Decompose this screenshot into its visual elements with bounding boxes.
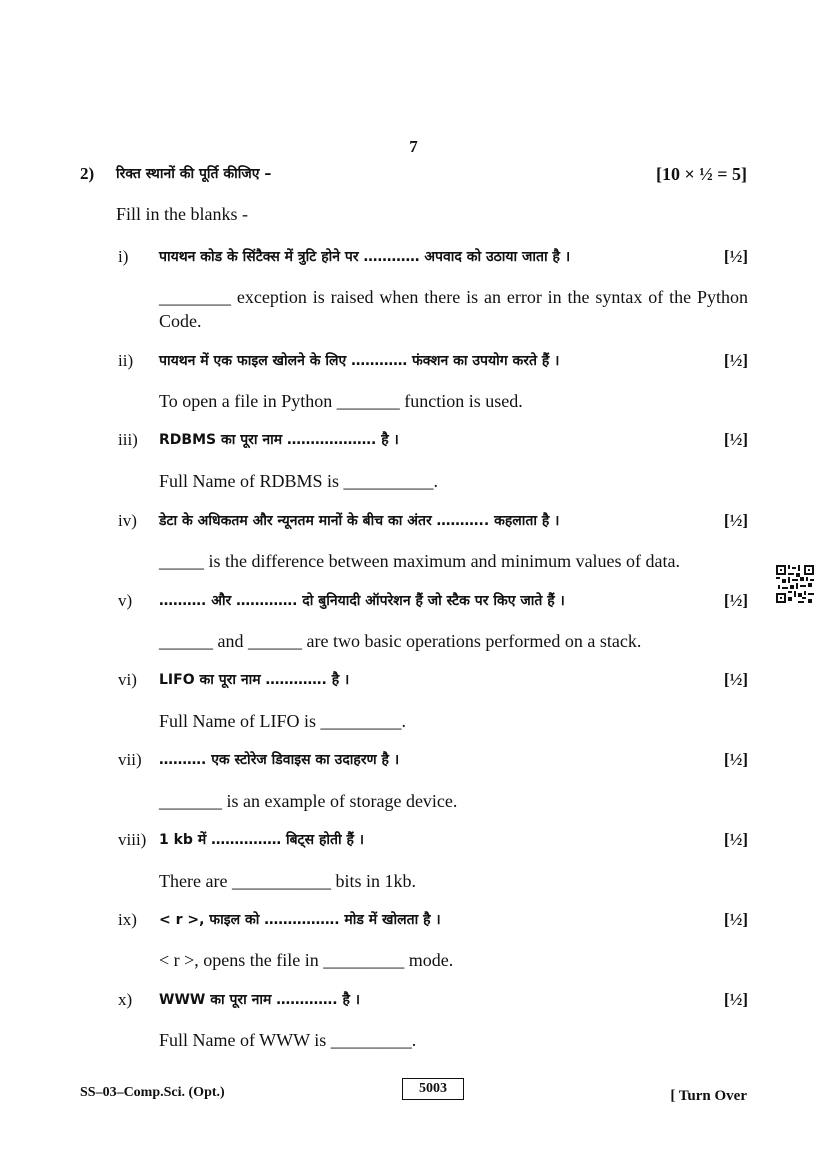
item-english-text: ______ and ______ are two basic operations performed on a stack. xyxy=(159,631,642,651)
item-english-text: There are ___________ bits in 1kb. xyxy=(159,871,416,891)
item-english-text: Full Name of WWW is _________. xyxy=(159,1030,417,1050)
item-number: vi) xyxy=(118,670,137,689)
item-marks: [½] xyxy=(723,990,748,1009)
item-marks: [½] xyxy=(723,910,748,929)
item-hindi-text: पायथन में एक फाइल खोलने के लिए ………… फंक्शन का उपयोग करते हैं । xyxy=(159,353,560,369)
item-hindi-text: WWW का पूरा नाम …………. है । xyxy=(159,992,361,1008)
item-number: v) xyxy=(118,591,133,610)
question-title-hindi: रिक्त स्थानों की पूर्ति कीजिए – xyxy=(116,166,272,182)
footer-exam-code: SS–03–Comp.Sci. (Opt.) xyxy=(80,1085,225,1100)
item-english-text: ________ exception is raised when there is an error in the syntax of the Python Code. xyxy=(159,287,748,331)
item-number: iii) xyxy=(118,430,138,449)
question-number: 2) xyxy=(80,164,95,183)
item-number: vii) xyxy=(118,750,142,769)
item-marks: [½] xyxy=(723,670,748,689)
item-hindi-text: ………. और …………. दो बुनियादी ऑपरेशन हैं जो स्टैक पर किए जाते हैं । xyxy=(159,593,565,609)
item-number: ix) xyxy=(118,910,137,929)
item-hindi-text: डेटा के अधिकतम और न्यूनतम मानों के बीच का अंतर ……….. कहलाता है । xyxy=(159,513,560,529)
item-english-text: _____ is the difference between maximum and minimum values of data. xyxy=(159,551,681,571)
item-marks: [½] xyxy=(723,430,748,449)
item-english-text: Full Name of RDBMS is __________. xyxy=(159,471,439,491)
item-marks: [½] xyxy=(723,750,748,769)
item-number: ii) xyxy=(118,351,134,370)
item-marks: [½] xyxy=(723,591,748,610)
item-marks: [½] xyxy=(723,511,748,530)
item-english-text: _______ is an example of storage device. xyxy=(159,791,458,811)
item-marks: [½] xyxy=(723,247,748,266)
footer-turn-over: [ Turn Over xyxy=(670,1088,747,1104)
item-hindi-text: LIFO का पूरा नाम …………. है । xyxy=(159,672,350,688)
item-english-text: Full Name of LIFO is _________. xyxy=(159,711,406,731)
item-number: x) xyxy=(118,990,133,1009)
item-number: i) xyxy=(118,247,129,266)
item-number: viii) xyxy=(118,830,147,849)
qr-code-icon xyxy=(776,565,814,603)
item-hindi-text: पायथन कोड के सिंटैक्स में त्रुटि होने पर ………… अपवाद को उठाया जाता है । xyxy=(159,249,571,265)
item-marks: [½] xyxy=(723,351,748,370)
footer-paper-number: 5003 xyxy=(402,1078,464,1100)
item-hindi-text: < r >, फाइल को ……………. मोड में खोलता है । xyxy=(159,912,441,928)
question-title-english: Fill in the blanks - xyxy=(116,204,248,224)
question-marks: [10 × ½ = 5] xyxy=(655,164,747,184)
item-number: iv) xyxy=(118,511,137,530)
item-english-text: To open a file in Python _______ function is used. xyxy=(159,391,523,411)
item-hindi-text: 1 kb में …………… बिट्स होती हैं । xyxy=(159,832,365,848)
item-marks: [½] xyxy=(723,830,748,849)
page-number: 7 xyxy=(409,137,418,156)
item-hindi-text: ………. एक स्टोरेज डिवाइस का उदाहरण है । xyxy=(159,752,400,768)
item-hindi-text: RDBMS का पूरा नाम ………………. है । xyxy=(159,432,399,448)
item-english-text: < r >, opens the file in _________ mode. xyxy=(159,950,454,970)
